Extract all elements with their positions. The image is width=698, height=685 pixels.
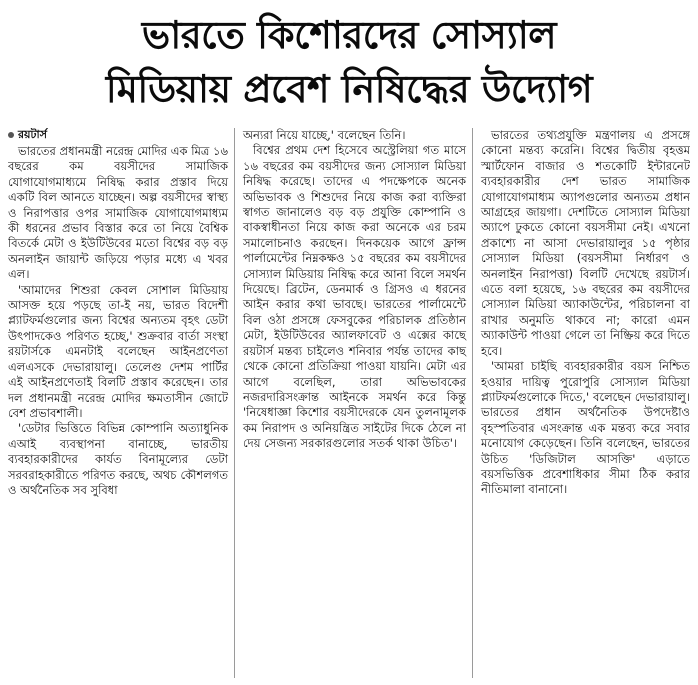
byline [8,128,228,142]
paragraph: বিশ্বের প্রথম দেশ হিসেবে অস্ট্রেলিয়া গত মাসে ১৬ বছরের কম বয়সীদের জন্য সোস্যাল মিডিয়া নিষিদ্ধ করেছে। তাদের এ পদক্ষেপকে অনেক অভিভাবক ও শিশুদের নিয়ে কাজ করা ব্যক্তিরা স্বাগত জানালেও বড় বড় প্রযুক্তি কোম্পানি ও বাকস্বাধীনতা নিয়ে কাজ করা অনেকে এর চরম সমালোচনাও করছেন। দিনকয়েক আগে ফ্রান্স পার্লামেন্টের নিম্নকক্ষও ১৫ বছরের কম বয়সীদের সোস্যাল মিডিয়ায় নিষিদ্ধ করে আনা বিলে সমর্থন দিয়েছে। ব্রিটেন, ডেনমার্ক ও গ্রিসও এ ধরনের আইন করার কথা ভাবছে। ভারতের পার্লামেন্টে বিল ওঠা প্রসঙ্গে ফেসবুকের পরিচালক প্রতিষ্ঠান মেটা, ইউটিউবের অ্যালফাবেট ও এক্সের কাছে রয়টার্স মন্তব্য চাইলেও শনিবার পর্যন্ত তাদের কাছ থেকে কোনো প্রতিক্রিয়া পাওয়া যায়নি। মেটা এর আগে বলেছিল, তারা অভিভাবকের নজরদারিসংক্রান্ত আইনকে সমর্থন করে কিন্তু 'নিষেধাজ্ঞা কিশোর বয়সীদেরকে যেন তুলনামূলক কম নিরাপদ ও অনিয়ন্ত্রিত সাইটের দিকে ঠেলে না দেয় সেজন্য সরকারগুলোর সতর্ক থাকা উচিত'। [243,143,466,451]
headline-line-2: মিডিয়ায় প্রবেশ নিষিদ্ধের উদ্যোগ [105,67,593,111]
column-1 [8,128,234,678]
headline [8,0,690,116]
article-body [8,128,690,678]
byline-text: রয়টার্স [18,128,47,141]
paragraph: 'আমরা চাইছি ব্যবহারকারীর বয়স নিশ্চিত হওয়ার দায়িত্ব পুরোপুরি সোস্যাল মিডিয়া প্ল্যাটফর্মগুলোকে দিতে,' বলেছেন দেভারায়ালু। ভারতের প্রধান অর্থনৈতিক উপদেষ্টাও বৃহস্পতিবার এসংক্রান্ত এক মন্তব্য করে সবার মনোযোগ কেড়েছেন। তিনি বলেছেন, ভারতের উচিত 'ডিজিটাল আসক্তি' এড়াতে বয়সভিত্তিক প্রবেশাধিকার সীমা ঠিক করার নীতিমালা বানানো। [481,359,690,497]
paragraph: ভারতের তথ্যপ্রযুক্তি মন্ত্রণালয় এ প্রসঙ্গে কোনো মন্তব্য করেনি। বিশ্বের দ্বিতীয় বৃহত্তম স্মার্টফোন বাজার ও শতকোটি ইন্টারনেট ব্যবহারকারীর দেশ ভারত সামাজিক যোগাযোগমাধ্যম অ্যাপগুলোর অন্যতম প্রধান আগ্রহের জায়গা। দেশটিতে সোস্যাল মিডিয়া অ্যাপে ঢুকতে কোনো বয়সসীমা নেই। এখনো প্রকাশ্যে না আসা দেভারায়ালুর ১৫ পৃষ্ঠার সোস্যাল মিডিয়া (বয়সসীমা নির্ধারণ ও অনলাইন নিরাপত্তা) বিলটি দেখেছে রয়টার্স। এতে বলা হয়েছে, ১৬ বছরের কম বয়সীদের সোস্যাল মিডিয়া অ্যাকাউন্টের, পরিচালনা বা রাখার অনুমতি থাকবে না; কারো এমন অ্যাকাউন্ট পাওয়া গেলে তা নিষ্ক্রিয় করে দিতে হবে। [481,128,690,358]
bullet-icon [8,132,14,138]
paragraph: 'আমাদের শিশুরা কেবল সোশাল মিডিয়ায় আসক্ত হয়ে পড়ছে তা-ই নয়, ভারত বিদেশী প্ল্যাটফর্মগুলোর জন্য বিশ্বের অন্যতম বৃহৎ ডেটা উৎপাদকেও পরিণত হচ্ছে,' শুক্রবার বার্তা সংস্থা রয়টার্সকে এমনটাই বলেছেন আইনপ্রণেতা এলএসকে দেভারায়ালু। তেলেগু দেশম পার্টির এই আইনপ্রণেতাই বিলটি প্রস্তাব করেছেন। তার দল প্রধানমন্ত্রী নরেন্দ্র মোদির ক্ষমতাসীন জোটে বেশ প্রভাবশালী। [8,282,228,420]
paragraph: ভারতের প্রধানমন্ত্রী নরেন্দ্র মোদির এক মিত্র ১৬ বছরের কম বয়সীদের সামাজিক যোগাযোগমাধ্যমে নিষিদ্ধ করার প্রস্তাব দিয়ে একটি বিল আনতে যাচ্ছেন। অল্প বয়সীদের স্বাস্থ্য ও নিরাপত্তার ওপর সামাজিক যোগাযোগমাধ্যম কী ধরনের প্রভাব বিস্তার করে তা নিয়ে বৈশ্বিক বিতর্কে মেটা ও ইউটিউবের মতো বিশ্বের বড় বড় অনলাইন জায়ান্ট জড়িয়ে পড়ার মধ্যে এ খবর এল। [8,144,228,282]
column-3 [472,128,690,678]
paragraph: 'ডেটার ভিত্তিতে বিভিন্ন কোম্পানি অত্যাধুনিক এআই ব্যবস্থাপনা বানাচ্ছে, ভারতীয় ব্যবহারকারীদের কার্যত বিনামূল্যের ডেটা সরবরাহকারীতে পরিণত করছে, অথচ কৌশলগত ও অর্থনৈতিক সব সুবিধা [8,421,228,497]
headline-line-1: ভারতে কিশোরদের সোস্যাল [141,13,557,57]
column-2 [234,128,472,678]
paragraph: অন্যরা নিয়ে যাচ্ছে,' বলেছেন তিনি। [243,128,406,142]
